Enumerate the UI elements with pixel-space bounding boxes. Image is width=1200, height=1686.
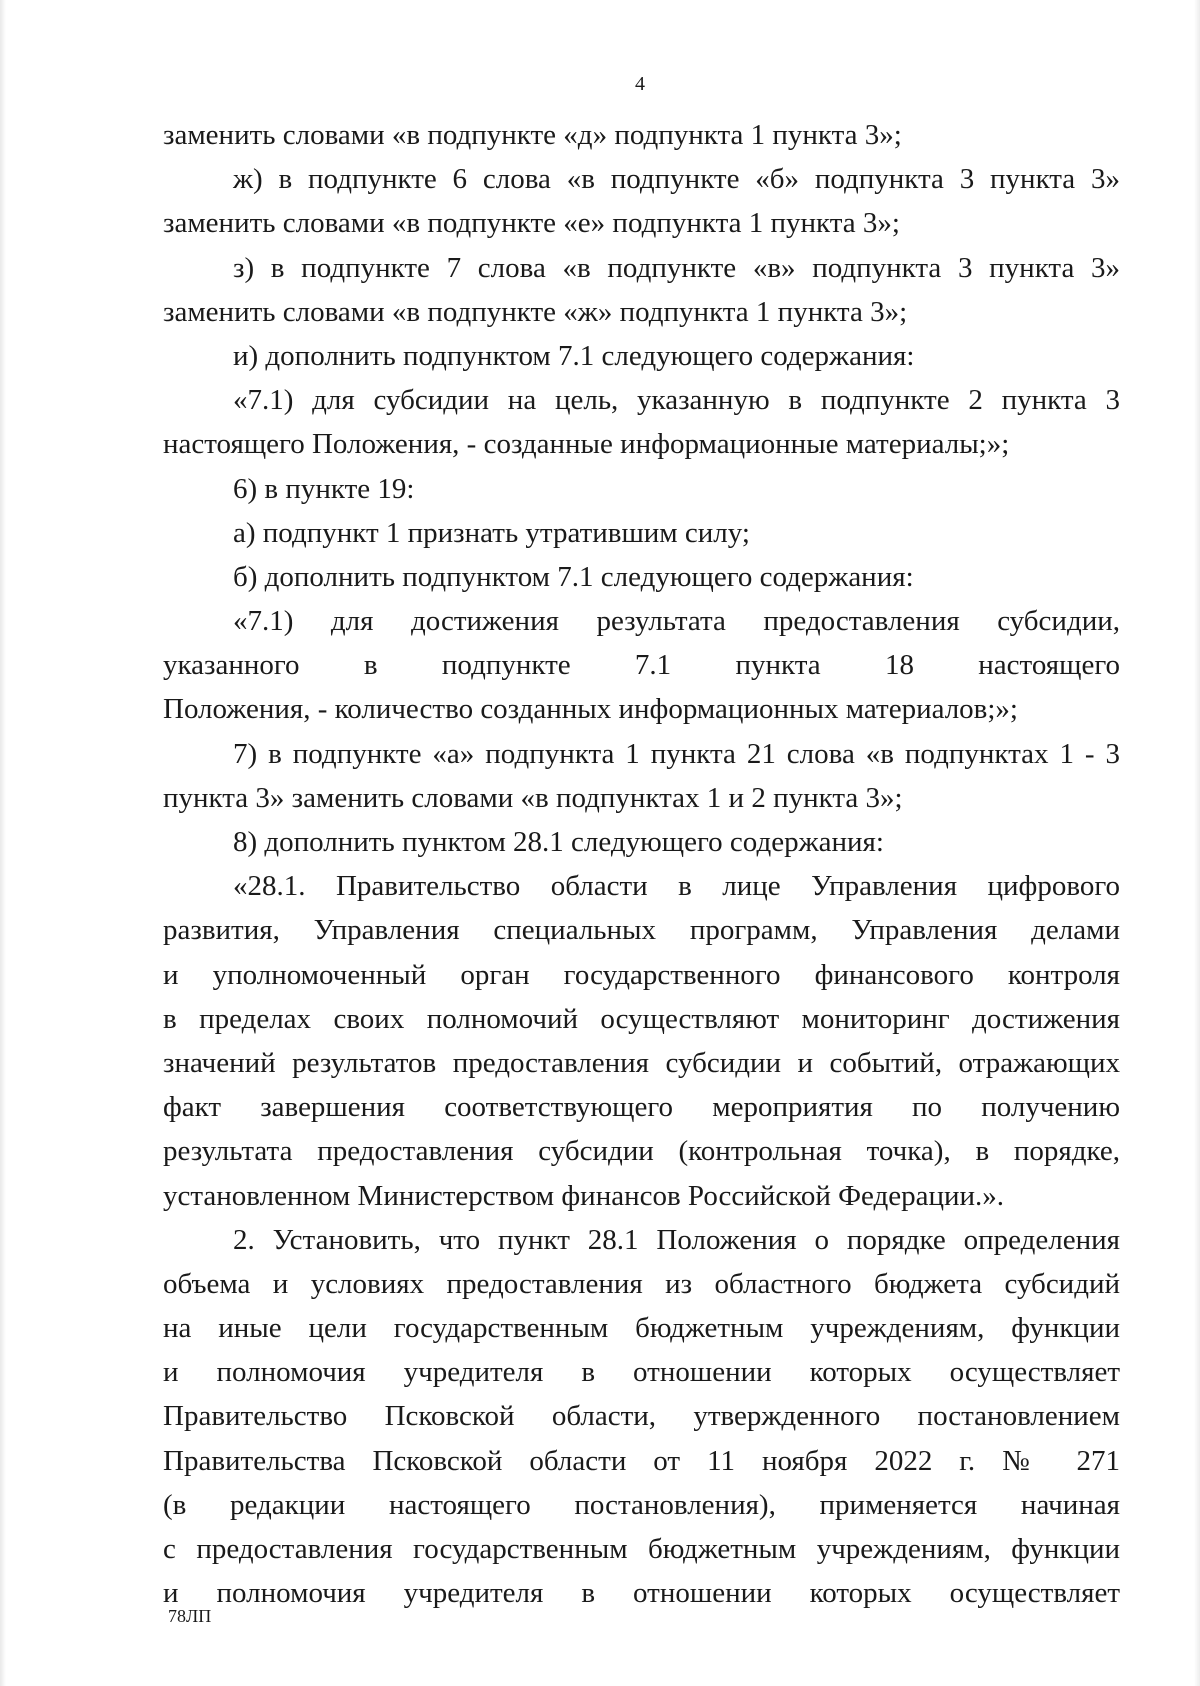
- text-line: Положения, - количество созданных информационных материалов;»;: [163, 693, 1018, 726]
- text-line: значений результатов предоставления субсидии и событий, отражающих: [163, 1046, 1120, 1079]
- text-line: б) дополнить подпунктом 7.1 следующего содержания:: [233, 560, 914, 593]
- document-body: [163, 113, 1120, 1615]
- scan-edge-right: [1194, 0, 1200, 1686]
- text-line: 7) в подпункте «а» подпункта 1 пункта 21 слова «в подпунктах 1 - 3: [233, 737, 1120, 770]
- text-line: результата предоставления субсидии (контрольная точка), в порядке,: [163, 1135, 1120, 1168]
- text-line: ж) в подпункте 6 слова «в подпункте «б» подпункта 3 пункта 3»: [233, 163, 1120, 196]
- text-line: и полномочия учредителя в отношении которых осуществляет: [163, 1577, 1120, 1610]
- text-line: на иные цели государственным бюджетным учреждениям, функции: [163, 1312, 1120, 1345]
- text-line: объема и условиях предоставления из областного бюджета субсидий: [163, 1267, 1120, 1300]
- text-line: 2. Установить, что пункт 28.1 Положения о порядке определения: [233, 1223, 1120, 1256]
- text-line: Правительство Псковской области, утвержденного постановлением: [163, 1400, 1120, 1433]
- text-line: 6) в пункте 19:: [233, 472, 415, 505]
- scan-edge-left: [0, 0, 6, 1686]
- text-line: 8) дополнить пунктом 28.1 следующего содержания:: [233, 826, 884, 858]
- text-line: (в редакции настоящего постановления), применяется начиная: [163, 1488, 1120, 1521]
- text-line: и уполномоченный орган государственного финансового контроля: [163, 958, 1120, 991]
- text-line: с предоставления государственным бюджетным учреждениям, функции: [163, 1533, 1120, 1565]
- text-line: «28.1. Правительство области в лице Управления цифрового: [233, 870, 1120, 903]
- text-line: настоящего Положения, - созданные информационные материалы;»;: [163, 428, 1010, 461]
- text-line: в пределах своих полномочий осуществляют мониторинг достижения: [163, 1002, 1120, 1035]
- text-line: указанного в подпункте 7.1 пункта 18 настоящего: [163, 649, 1120, 682]
- document-code: 78ЛП: [168, 1606, 212, 1626]
- text-line: з) в подпункте 7 слова «в подпункте «в» подпункта 3 пункта 3»: [233, 251, 1120, 284]
- text-line: заменить словами «в подпункте «ж» подпункта 1 пункта 3»;: [163, 295, 908, 328]
- text-line: а) подпункт 1 признать утратившим силу;: [233, 516, 750, 549]
- text-line: пункта 3» заменить словами «в подпунктах 1 и 2 пункта 3»;: [163, 781, 903, 814]
- text-line: «7.1) для субсидии на цель, указанную в подпункте 2 пункта 3: [233, 384, 1120, 417]
- text-line: установленном Министерством финансов Российской Федерации.».: [163, 1179, 1005, 1212]
- text-line: факт завершения соответствующего мероприятия по получению: [163, 1091, 1120, 1124]
- page-number: 4: [635, 73, 645, 95]
- text-line: заменить словами «в подпункте «е» подпункта 1 пункта 3»;: [163, 207, 900, 240]
- text-line: и) дополнить подпунктом 7.1 следующего содержания:: [233, 339, 915, 372]
- text-line: и полномочия учредителя в отношении которых осуществляет: [163, 1356, 1120, 1389]
- text-line: «7.1) для достижения результата предоставления субсидии,: [233, 605, 1120, 638]
- text-line: Правительства Псковской области от 11 ноября 2022 г. № 271: [163, 1444, 1120, 1477]
- text-line: развития, Управления специальных программ, Управления делами: [163, 914, 1120, 947]
- text-line: заменить словами «в подпункте «д» подпункта 1 пункта 3»;: [163, 119, 902, 151]
